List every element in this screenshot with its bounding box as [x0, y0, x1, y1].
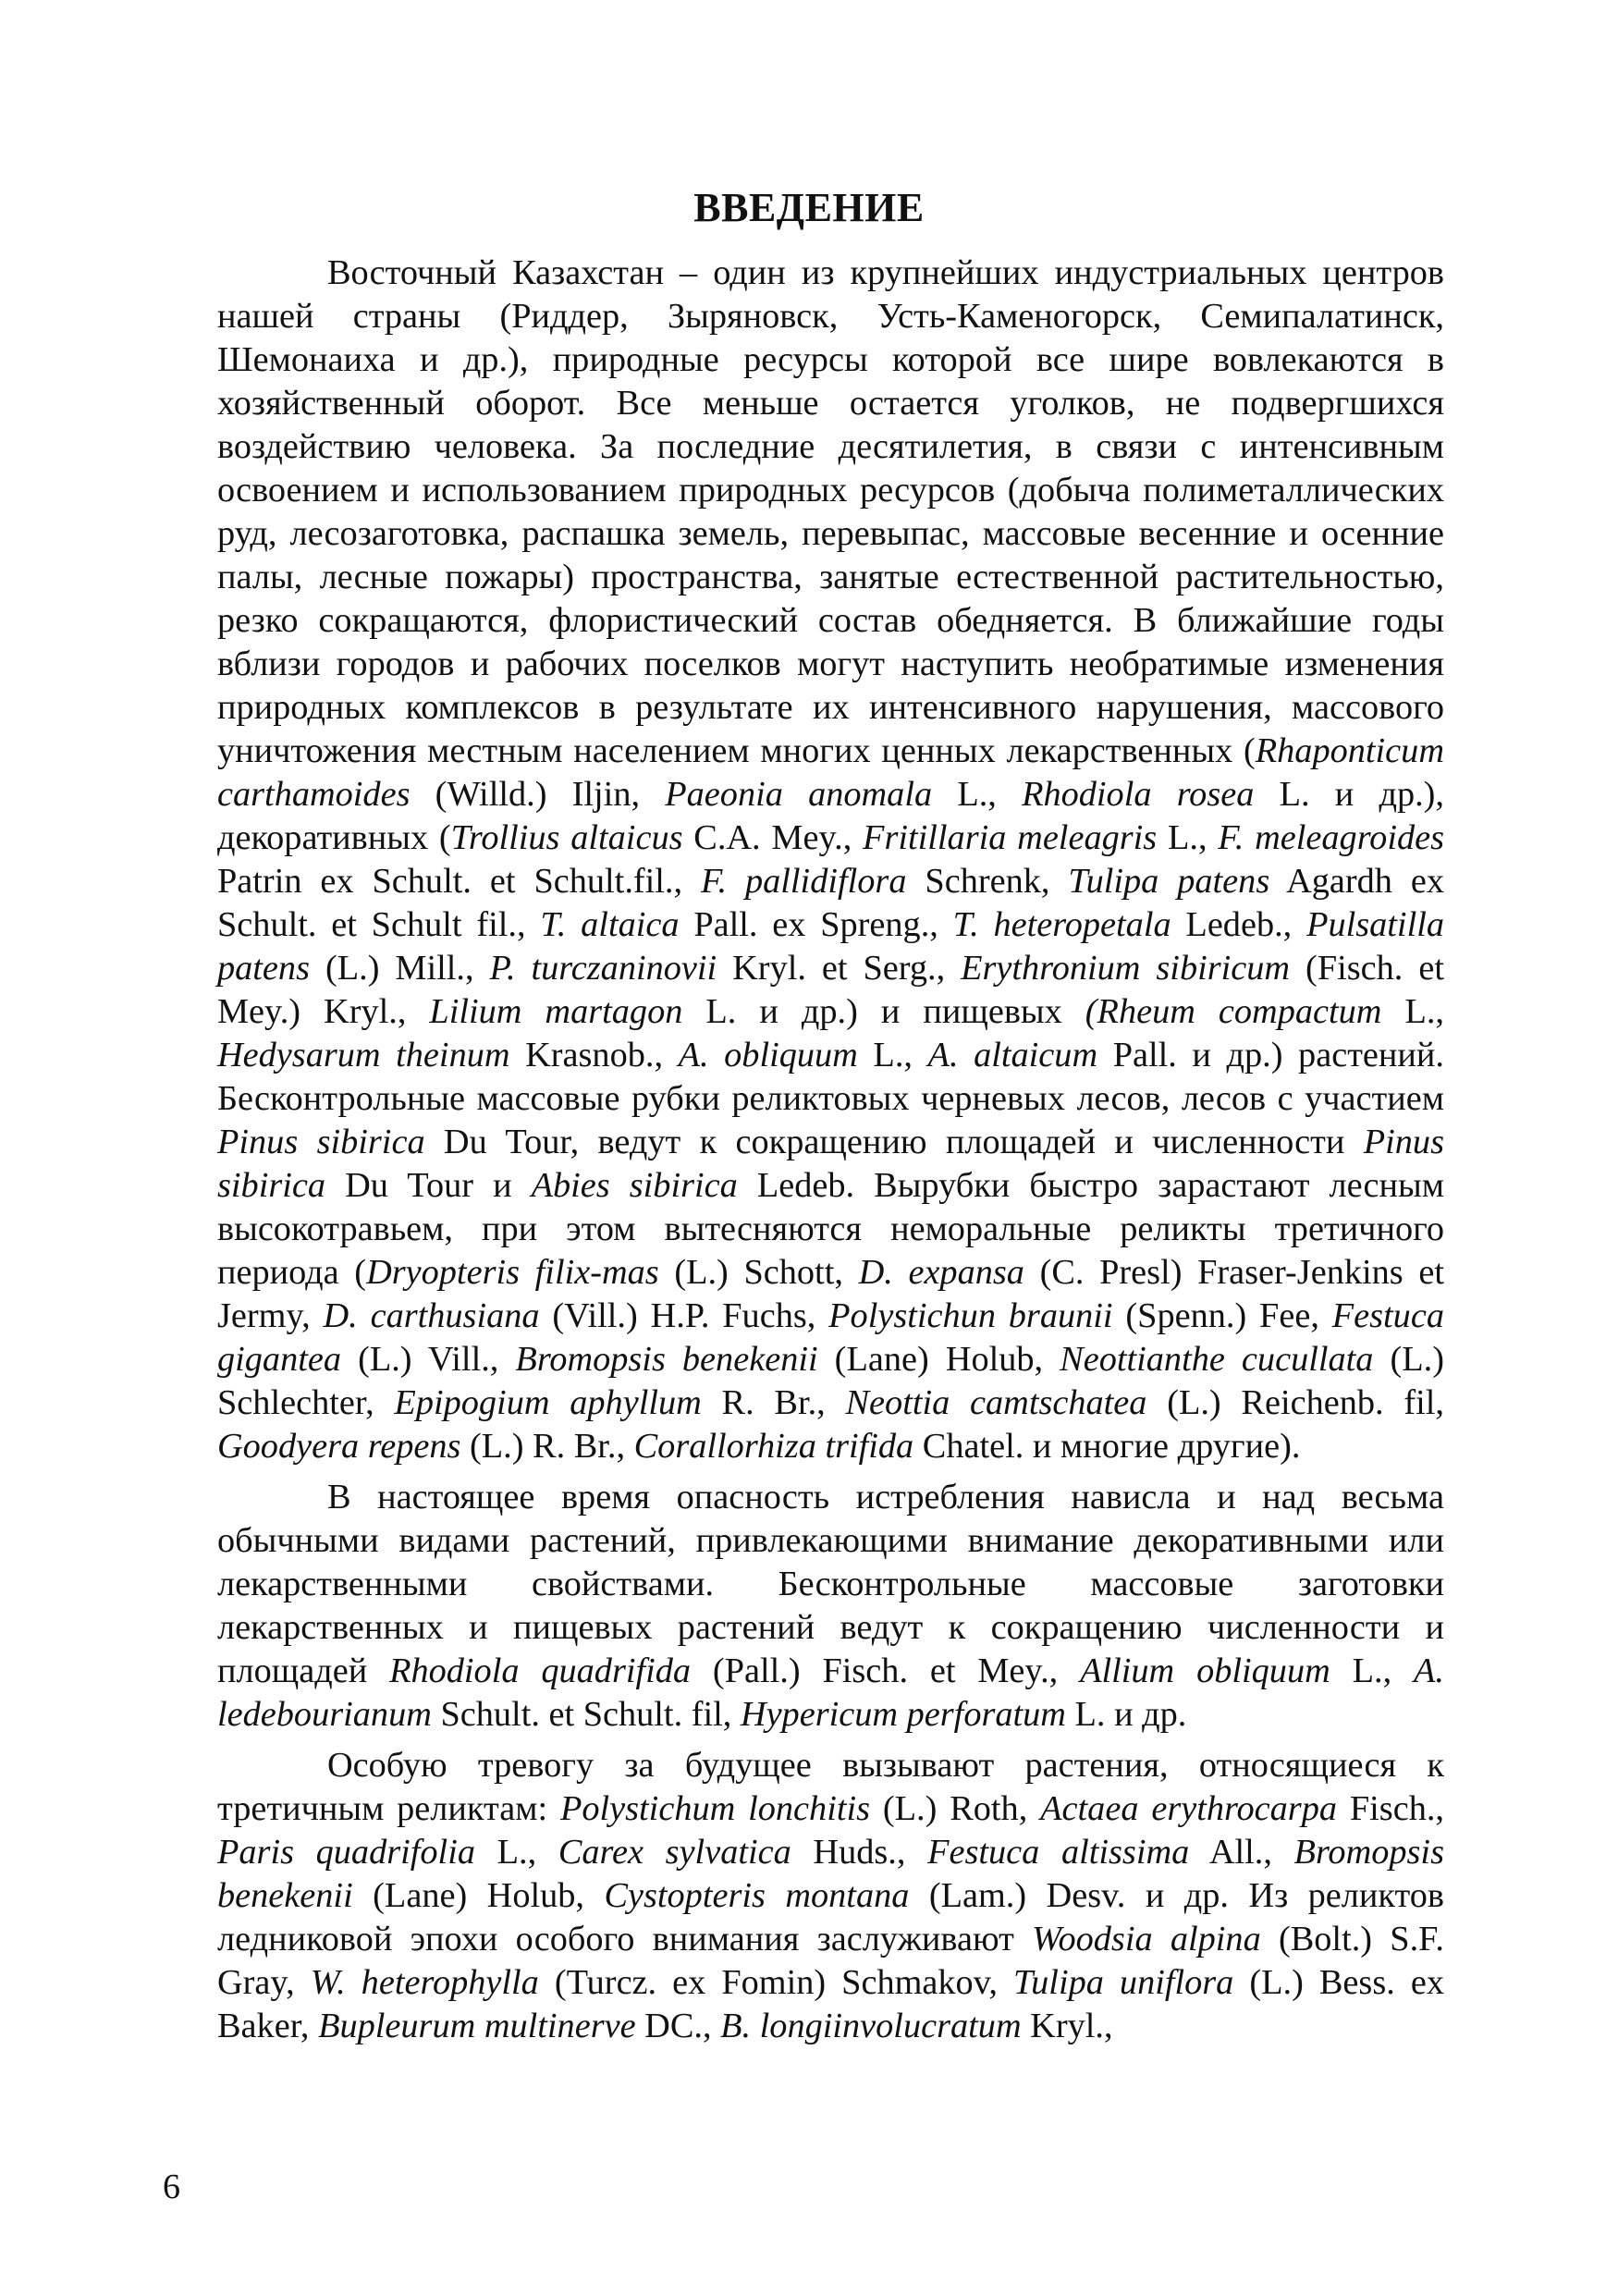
- species-name: Pinus sibirica: [217, 1123, 1444, 1205]
- body-text: [217, 252, 1444, 2056]
- text-run: Du Tour и: [325, 1166, 532, 1205]
- text-run: Patrin ex Schult. et Schult.fil.,: [217, 862, 702, 901]
- text-run: (Lane) Holub,: [817, 1340, 1060, 1379]
- text-run: L.,: [1330, 1651, 1415, 1690]
- species-name: Fritillaria meleagris: [863, 818, 1158, 857]
- species-name: Cystopteris montana: [604, 1876, 910, 1915]
- species-name: T. altaica: [540, 905, 680, 944]
- text-run: (L.) R. Br.,: [460, 1427, 634, 1466]
- species-name: D. carthusiana: [323, 1296, 540, 1335]
- text-run: Особую тревогу за будущее вызывают растения, относящиеся к третичным реликтам:: [217, 1746, 1444, 1828]
- species-name: Pulsatilla patens: [217, 905, 1445, 988]
- text-run: Kryl.,: [1021, 2007, 1113, 2045]
- text-run: L. и др.: [1065, 1695, 1187, 1734]
- page-title: ВВЕДЕНИЕ: [693, 185, 925, 230]
- species-name: (Rheum compactum: [1085, 992, 1382, 1031]
- page-number: 6: [163, 2167, 180, 2206]
- species-name: Rhodiola quadrifida: [389, 1651, 692, 1690]
- species-name: Tulipa uniflora: [1012, 1963, 1234, 2002]
- species-name: F. meleagroides: [1218, 818, 1445, 857]
- species-name: Festuca gigantea: [217, 1296, 1444, 1379]
- text-run: Agardh ex Schult. et Schult fil.,: [217, 862, 1445, 944]
- text-run: (L.) Mill.,: [310, 949, 490, 988]
- text-run: (L.) Schott,: [658, 1253, 859, 1292]
- species-name: Erythronium sibiricum: [961, 949, 1291, 988]
- species-name: D. expansa: [858, 1253, 1024, 1292]
- species-name: Pinus sibirica: [217, 1123, 425, 1161]
- text-run: (L.) Bess. ex Baker,: [217, 1963, 1444, 2045]
- species-name: Neottia camtschatea: [845, 1383, 1147, 1422]
- species-name: Neottianthe cucullata: [1060, 1340, 1374, 1379]
- text-run: L.,: [1381, 992, 1445, 1031]
- paragraph: [217, 1744, 1444, 2048]
- species-name: Tulipa patens: [1068, 862, 1270, 901]
- text-run: Huds.,: [791, 1833, 928, 1872]
- text-run: (Lane) Holub,: [352, 1876, 605, 1915]
- text-run: C.A. Mey.,: [682, 818, 864, 857]
- species-name: B. longiinvolucratum: [720, 2007, 1022, 2045]
- species-name: Rhodiola rosea: [1022, 775, 1255, 814]
- species-name: Hypericum perforatum: [740, 1695, 1066, 1734]
- text-run: (Willd.) Iljin,: [410, 775, 666, 814]
- species-name: Carex sylvatica: [558, 1833, 791, 1872]
- species-name: Corallorhiza trifida: [633, 1427, 914, 1466]
- text-run: (L.) Reichenb. fil,: [1146, 1383, 1444, 1422]
- species-name: Paeonia anomala: [665, 775, 933, 814]
- species-name: Polystichun braunii: [828, 1296, 1113, 1335]
- species-name: Bromopsis benekenii: [217, 1833, 1444, 1915]
- species-name: Bromopsis benekenii: [515, 1340, 818, 1379]
- species-name: Actaea erythrocarpa: [1040, 1789, 1337, 1828]
- species-name: Dryopteris filix-mas: [366, 1253, 659, 1292]
- text-run: (L.) Vill.,: [341, 1340, 516, 1379]
- species-name: F. pallidiflora: [701, 862, 907, 901]
- text-run: (Bolt.) S.F. Gray,: [217, 1920, 1444, 2002]
- species-name: Epipogium aphyllum: [394, 1383, 702, 1422]
- text-run: (L.) Roth,: [870, 1789, 1041, 1828]
- text-run: (Lam.) Desv. и др. Из реликтов ледниковой эпохи особого внимания заслуживают: [217, 1876, 1444, 1958]
- species-name: Abies sibirica: [531, 1166, 738, 1205]
- species-name: W. heterophylla: [310, 1963, 539, 2002]
- text-run: L.,: [857, 1036, 928, 1074]
- text-run: Восточный Казахстан – один из крупнейших индустриальных центров нашей страны (Риддер, Зыряновск, Усть-Каменогорск, Семипалатинск, Шемонаиха и др.), природные ресурсы которой все шире вовлекаются в хозяйственный оборот. Все меньше остается уголков, не подвергшихся воздействию человека. За последние десятилетия, в связи с интенсивным освоением и использованием природных ресурсов (добыча полиметаллических руд, лесозаготовка, распашка земель, перевыпас, массовые весенние и осенние палы, лесные пожары) пространства, занятые естественной растительностью, резко сокращаются, флористический состав обедняется. В ближайшие годы вблизи городов и рабочих поселков могут наступить необратимые изменения природных комплексов в результате их интенсивного нарушения, массового уничтожения местным населением многих ценных лекарственных (: [217, 253, 1444, 770]
- text-run: L.,: [1157, 818, 1219, 857]
- species-name: Allium obliquum: [1080, 1651, 1330, 1690]
- text-run: L.,: [932, 775, 1023, 814]
- text-run: R. Br.,: [701, 1383, 846, 1422]
- species-name: P. turczaninovii: [489, 949, 717, 988]
- text-run: Du Tour, ведут к сокращению площадей и численности: [424, 1123, 1364, 1161]
- text-run: (Pall.) Fisch. et Mey.,: [691, 1651, 1081, 1690]
- text-run: (L.) Schlechter,: [217, 1340, 1444, 1422]
- text-run: L. и др.) и пищевых: [682, 992, 1085, 1031]
- text-run: Ledeb.,: [1171, 905, 1307, 944]
- species-name: Woodsia alpina: [1032, 1920, 1261, 1958]
- text-run: Pall. ex Spreng.,: [679, 905, 953, 944]
- text-run: (Spenn.) Fee,: [1112, 1296, 1332, 1335]
- species-name: Paris quadrifolia: [217, 1833, 475, 1872]
- species-name: A. altaicum: [927, 1036, 1098, 1074]
- text-run: Ledeb. Вырубки быстро зарастают лесным высокотравьем, при этом вытесняются неморальные реликты третичного периода (: [217, 1166, 1445, 1292]
- species-name: Polystichum lonchitis: [559, 1789, 871, 1828]
- species-name: Bupleurum multinerve: [318, 2007, 636, 2045]
- text-run: (Vill.) H.P. Fuchs,: [539, 1296, 829, 1335]
- text-run: Schrenk,: [906, 862, 1069, 901]
- text-run: Fisch.,: [1337, 1789, 1444, 1828]
- text-run: Schult. et Schult. fil,: [431, 1695, 741, 1734]
- text-run: В настоящее время опасность истребления нависла и над весьма обычными видами растений, привлекающими внимание декоративными или лекарственными свойствами. Бесконтрольные массовые заготовки лекарственных и пищевых растений ведут к сокращению численности и площадей: [217, 1478, 1444, 1690]
- paragraph: [217, 252, 1444, 1468]
- species-name: A. obliquum: [678, 1036, 858, 1074]
- species-name: Goodyera repens: [217, 1427, 461, 1466]
- text-run: Kryl. et Serg.,: [717, 949, 962, 988]
- text-run: L. и др.), декоративных (: [217, 775, 1444, 857]
- species-name: Trollius altaicus: [450, 818, 683, 857]
- text-run: Pall. и др.) растений. Бесконтрольные массовые рубки реликтовых черневых лесов, лесов с участием: [217, 1036, 1444, 1118]
- species-name: A. ledebourianum: [217, 1651, 1444, 1734]
- species-name: Festuca altissima: [927, 1833, 1190, 1872]
- text-run: L.,: [475, 1833, 558, 1872]
- paragraph: [217, 1476, 1444, 1737]
- text-run: Krasnob.,: [509, 1036, 679, 1074]
- species-name: Rhaponticum carthamoides: [217, 731, 1444, 814]
- text-run: Chatel. и многие другие).: [913, 1427, 1301, 1466]
- species-name: Lilium martagon: [429, 992, 683, 1031]
- text-run: All.,: [1189, 1833, 1294, 1872]
- species-name: Hedysarum theinum: [217, 1036, 510, 1074]
- species-name: T. heteropetala: [952, 905, 1171, 944]
- text-run: DC.,: [635, 2007, 721, 2045]
- text-run: (Turcz. ex Fomin) Schmakov,: [538, 1963, 1013, 2002]
- text-run: (C. Presl) Fraser-Jenkins et Jermy,: [217, 1253, 1444, 1335]
- text-run: (Fisch. et Mey.) Kryl.,: [217, 949, 1444, 1031]
